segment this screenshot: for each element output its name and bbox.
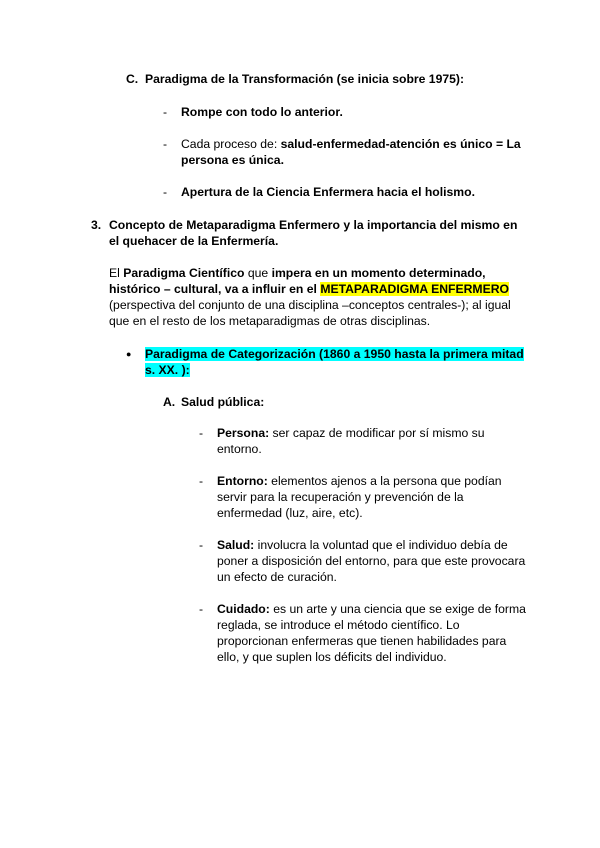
item-entorno-line3: enfermedad (luz, aire, etc). [217, 506, 363, 520]
list-item-apertura: Apertura de la Ciencia Enfermera hacia el holismo. [181, 185, 475, 199]
item-entorno-line1 [217, 473, 502, 489]
highlight-metaparadigma: METAPARADIGMA ENFERMERO [320, 282, 509, 296]
item-cuidado-line1 [217, 601, 526, 617]
item-salud-line2: poner a disposición del entorno, para que este provocara [217, 554, 526, 568]
bullet-highlight-1: Paradigma de Categorización (1860 a 1950 hasta la primera mitad [145, 347, 524, 361]
list-dash: - [199, 538, 204, 552]
paragraph-line2 [109, 281, 509, 297]
item-salud-line1 [217, 537, 508, 553]
list-item-proceso-bold: salud-enfermedad-atención es único = La [280, 137, 521, 151]
term-cuidado: Cuidado: [217, 602, 270, 616]
list-dash: - [199, 602, 204, 616]
list-item-rompe: Rompe con todo lo anterior. [181, 105, 343, 119]
section-3-title-line2: el quehacer de la Enfermería. [109, 234, 279, 248]
section-c-marker: C. [126, 72, 139, 86]
paragraph-line3: (perspectiva del conjunto de una disciplina –conceptos centrales-); al igual [109, 298, 511, 312]
para-bold-impera: impera en un momento determinado, [271, 266, 486, 280]
item-cuidado-line3: proporcionan enfermeras que tienen habilidades para [217, 634, 507, 648]
item-persona-line2: entorno. [217, 442, 262, 456]
def-text: ser capaz de modificar por sí mismo su [269, 426, 485, 440]
bullet-line2 [145, 362, 190, 378]
list-item-proceso [181, 136, 521, 152]
para-text: El [109, 266, 124, 280]
bullet-highlight-2: s. XX. ): [145, 363, 190, 377]
list-dash: - [199, 426, 204, 440]
def-text: elementos ajenos a la persona que podían [267, 474, 502, 488]
bullet-icon: ● [126, 349, 132, 359]
section-c-title: Paradigma de la Transformación (se inicia sobre 1975): [145, 72, 465, 86]
list-dash: - [163, 105, 168, 119]
list-item-proceso-normal: Cada proceso de: [181, 137, 281, 151]
term-salud: Salud: [217, 538, 255, 552]
paragraph-line1 [109, 265, 486, 281]
para-text: que [244, 266, 272, 280]
paragraph-line4: que en el resto de los metaparadigmas de otras disciplinas. [109, 314, 431, 328]
item-cuidado-line4: ello, y que suplen los déficits del individuo. [217, 650, 447, 664]
item-entorno-line2: servir para la recuperación y prevención de la [217, 490, 464, 504]
item-persona-line1 [217, 425, 485, 441]
list-item-proceso-line2: persona es única. [181, 153, 284, 167]
term-entorno: Entorno: [217, 474, 268, 488]
list-dash: - [163, 137, 168, 151]
term-persona: Persona: [217, 426, 270, 440]
section-a-marker: A. [163, 395, 176, 409]
list-dash: - [163, 185, 168, 199]
item-cuidado-line2: reglada, se introduce el método científico. Lo [217, 618, 460, 632]
para-bold-historico: histórico – cultural, va a influir en el [109, 282, 321, 296]
item-salud-line3: un efecto de curación. [217, 570, 337, 584]
bullet-line1 [145, 346, 524, 362]
section-3-title-line1: Concepto de Metaparadigma Enfermero y la importancia del mismo en [109, 218, 518, 232]
list-dash: - [199, 474, 204, 488]
para-bold-paradigma: Paradigma Científico [123, 266, 245, 280]
def-text: es un arte y una ciencia que se exige de forma [269, 602, 526, 616]
def-text: involucra la voluntad que el individuo debía de [254, 538, 508, 552]
section-a-title: Salud pública: [181, 395, 265, 409]
section-3-number: 3. [91, 218, 102, 232]
